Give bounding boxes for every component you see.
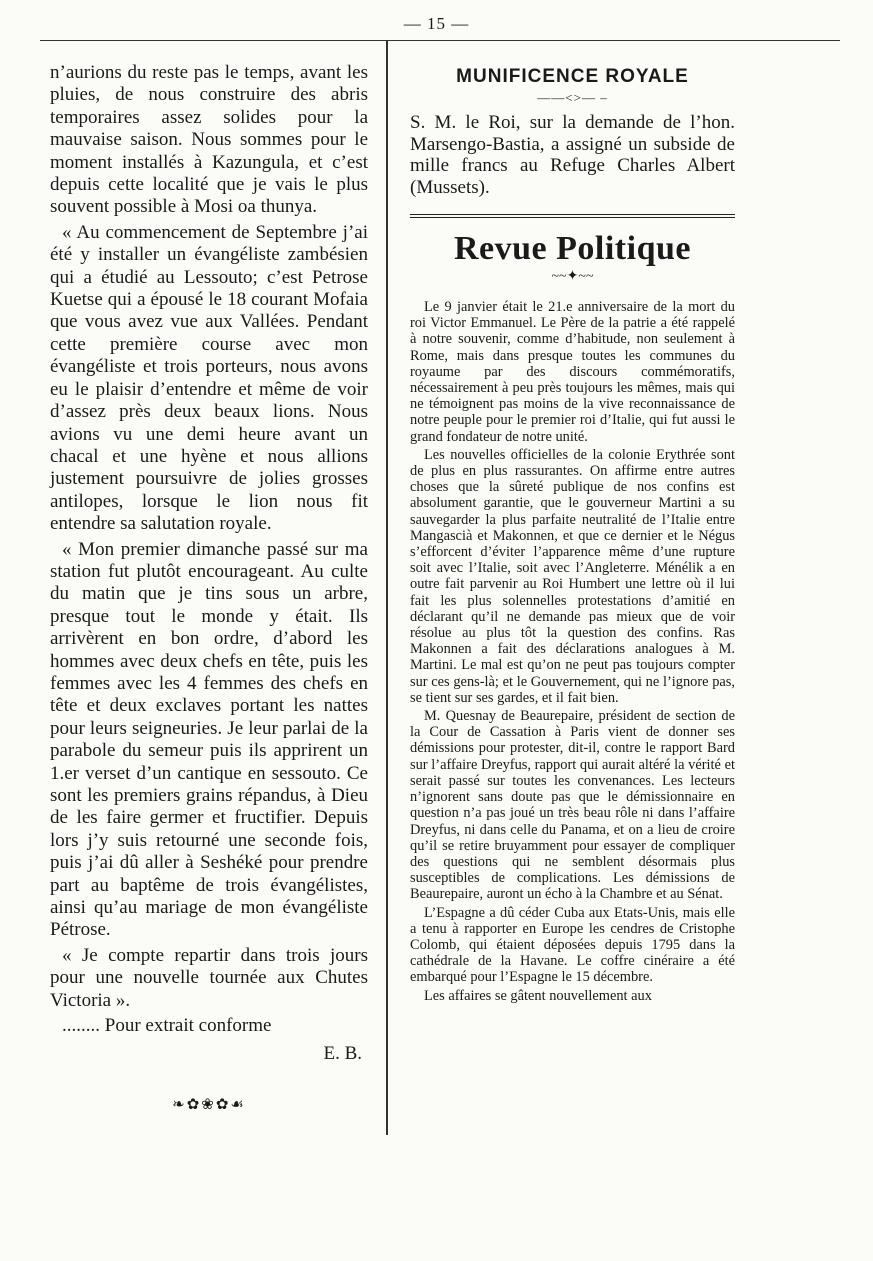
munificence-ornament: ——<>— ‒: [537, 90, 608, 105]
revue-paragraph-1: Le 9 janvier était le 21.e anniversaire de la mort du roi Victor Emmanuel. Le Père de la patrie a été rappelé à notre souvenir, comme d’habitude, non seulement à Rome, mais dans presque toutes les communes du royaume par des discours commémoratifs, nécessairement à peu près toujours les mêmes, mais qui ne témoignent pas moins de la vive reconnaissance de notre peuple pour le premier roi d’Italie, qui fut aussi le grand fondateur de notre unité.: [410, 299, 735, 445]
revue-paragraph-3: M. Quesnay de Beaurepaire, président de section de la Cour de Cassation à Paris vient de donner ses démissions pour protester, dit-il, contre le rapport Bard sur l’affaire Dreyfus, rapport qui aurait altéré la vérité et serait passé sur toutes les convenances. Les lecteurs n’ignorent sans doute pas que le démissionnaire en question n’a pas joué un très beau rôle ni dans l’affaire Dreyfus, ni dans celle du Panama, et on a lieu de croire qu’il se retire bruyamment pour essayer de compliquer des questions qui ne semblent désormais plus susceptibles de complications. Les démissions de Beaurepaire, auront un écho à la Chambre et au Sénat.: [410, 708, 735, 903]
right-column: [410, 62, 735, 1006]
signature: E. B.: [323, 1043, 362, 1065]
left-paragraph-5: ........ Pour extrait conforme: [62, 1015, 272, 1037]
left-paragraph-1: n’aurions du reste pas le temps, avant les pluies, de nous construire des abris temporaires assez solides pour la mauvaise saison. Nous sommes pour le moment installés à Kazungula, et c’est depuis cette localité que je vais le plus souvent possible à Mosi oa thunya.: [50, 62, 368, 218]
munificence-text: S. M. le Roi, sur la demande de l’hon. Marsengo-Bastia, a assigné un subside de mille francs au Refuge Charles Albert (Mussets).: [410, 112, 735, 198]
revue-ornament: ~~✦~~: [551, 269, 594, 284]
revue-title: Revue Politique: [454, 230, 691, 267]
section-divider: [410, 214, 735, 218]
left-paragraph-2: « Au commencement de Septembre j’ai été y installer un évangéliste zambésien qui a étudié au Lessouto; c’est Petrose Kuetse qui a épousé le 18 courant Mofaia que vous avez vue aux Vallées. Pendant cette première course avec mon évangéliste et trois porteurs, nous avons eu le plaisir d’entendre et même de voir d’assez près deux beaux lions. Nous avions vu une demi heure avant un chacal et une hyène et nous allions justement poursuivre de jolies grosses antilopes, lorsque le lion nous fit entendre sa salutation royale.: [50, 221, 368, 535]
munificence-title: MUNIFICENCE ROYALE: [456, 66, 689, 87]
column-divider: [386, 40, 388, 1135]
left-paragraph-3: « Mon premier dimanche passé sur ma station fut plutôt encourageant. Au culte du matin que je tins sous un arbre, presque tout le monde y était. Ils arrivèrent en bon ordre, d’abord les hommes avec deux chefs en tête, puis les femmes avec les 4 femmes des chefs en tête et deux exclaves portant les nattes pour leurs seigneuries. Je leur parlai de la parabole du semeur puis ils apprirent un 1.er verset d’un cantique en sessouto. Ce sont les premiers grains répandus, à Dieu de les faire germer et fructifier. Depuis lors j’y suis retourné une seconde fois, puis j’ai dû aller à Seshéké pour prendre part au baptême de trois évangélistes, ainsi qu’au mariage de mon évangéliste Pétrose.: [50, 538, 368, 941]
end-ornament: ❧✿❀✿☙: [172, 1096, 246, 1113]
revue-body: [410, 299, 735, 1004]
left-paragraph-4: « Je compte repartir dans trois jours pour une nouvelle tournée aux Chutes Victoria ».: [50, 944, 368, 1011]
revue-paragraph-2: Les nouvelles officielles de la colonie Erythrée sont de plus en plus rassurantes. On affirme entre autres choses que la sûreté publique de nos confins est absolument garantie, que le gouverneur Martini a su sauvegarder la plus parfaite neutralité de l’Italie entre Mangascià et Makonnen, et que ce dernier et le Négus s’efforcent d’éviter l’apparence même d’une rupture soit avec l’Italie, soit avec l’Angleterre. Ménélik a en outre fait parvenir au Roi Humbert une lettre où il lui fait les plus solennelles protestations d’amitié en déclarant qu’il ne demande pas mieux que de voir résolue au plus tôt la question des confins. Ras Makonnen a fait des déclarations analogues à M. Martini. Le mal est qu’on ne peut pas toujours compter sur ces gens-là; et le Gouvernement, qui ne l’ignore pas, se tient sur ses gardes, et il fait bien.: [410, 446, 735, 706]
top-rule: [40, 40, 840, 41]
revue-paragraph-5: Les affaires se gâtent nouvellement aux: [424, 987, 652, 1004]
left-column: [50, 62, 368, 1119]
revue-paragraph-4: L’Espagne a dû céder Cuba aux Etats-Unis, mais elle a tenu à rapporter en Europe les cendres de Cristophe Colomb, qui étaient déposées depuis 1795 dans la cathédrale de la Havane. Le coffre cinéraire a été embarqué pour l’Espagne le 15 décembre.: [410, 904, 735, 986]
page-number: — 15 —: [403, 14, 470, 33]
